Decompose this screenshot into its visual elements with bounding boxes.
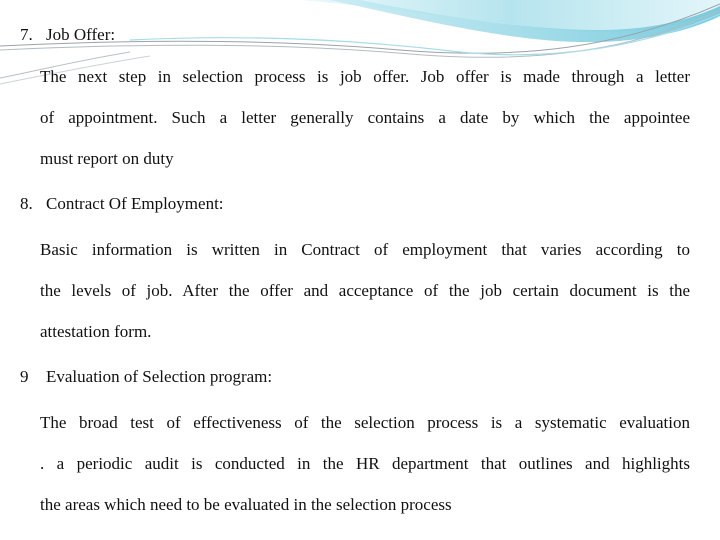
section-9-number: 9 [20,367,29,386]
section-9-heading [20,367,272,387]
section-7-number: 7. [20,25,33,44]
paragraph-line: must report on duty [40,149,174,168]
section-9-paragraph [40,402,690,525]
section-9-title: Evaluation of Selection program: [46,367,273,386]
paragraph-line: the levels of job. After the offer and acceptance of the job certain document is the [40,281,690,300]
section-8-number: 8. [20,194,33,213]
section-7-paragraph [40,56,690,179]
section-7-heading [20,25,115,45]
paragraph-line: Basic information is written in Contract of employment that varies according to [40,240,690,259]
section-8-title: Contract Of Employment: [46,194,224,213]
paragraph-line: The next step in selection process is job offer. Job offer is made through a letter [40,67,690,86]
section-7-title: Job Offer: [46,25,116,44]
paragraph-line: attestation form. [40,322,152,341]
section-8-heading [20,194,224,214]
section-8-paragraph [40,229,690,352]
paragraph-line: The broad test of effectiveness of the selection process is a systematic evaluation [40,413,690,432]
paragraph-line: the areas which need to be evaluated in the selection process [40,495,452,514]
paragraph-line: of appointment. Such a letter generally contains a date by which the appointee [40,108,690,127]
paragraph-line: . a periodic audit is conducted in the HR department that outlines and highlights [40,454,690,473]
